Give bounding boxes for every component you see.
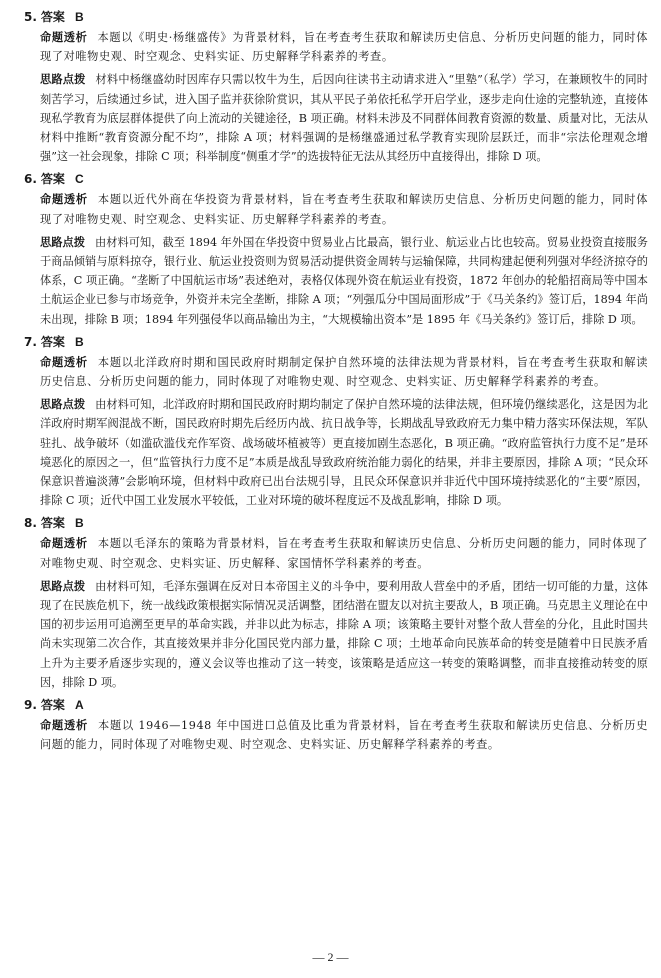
question-7 — [24, 333, 648, 511]
question-number: 7. — [24, 334, 37, 349]
answer-letter: C — [74, 172, 84, 187]
analysis-paragraph — [24, 716, 648, 754]
question-number: 5. — [24, 10, 37, 24]
hint-label: 思路点拨 — [40, 579, 86, 593]
hint-text: 由材料可知，截至 1894 年外国在华投资中贸易业占比最高，银行业、航运业占比也较高。贸易业投资直接服务于商品倾销与原料掠夺，银行业、航运业投资则为贸易活动提供资金周转与运输保障，共同构建起便利列强对华经济掠夺的体系，C 项正确。“垄断了中国航运市场”表述绝对，表格仅体现外资在航运业有投资，1872 年创办的轮船招商局等中国本土航运企业已参与市场竞争，外资并未完全垄断，排除 A 项；“列强瓜分中国局面形成”于《马关条约》签订后，1894 年尚未出现，排除 B 项；1894 年列强侵华以商品输出为主，“大规模输出资本”是 1895 年《马关条约》签订后，排除 D 项。 — [40, 235, 648, 326]
question-8 — [24, 514, 648, 692]
answer-label: 答案 — [40, 172, 65, 187]
answer-label: 答案 — [40, 10, 65, 24]
question-9 — [24, 696, 648, 754]
analysis-text: 本题以 1946—1948 年中国进口总值及比重为背景材料，旨在考查考生获取和解读历史信息、分析历史问题的能力，同时体现了对唯物史观、时空观念、史料实证、历史解释学科素养的考查。 — [40, 719, 648, 752]
hint-paragraph — [24, 233, 648, 329]
answer-letter: B — [74, 334, 84, 349]
analysis-label: 命题透析 — [40, 31, 88, 44]
question-number: 6. — [24, 172, 37, 187]
question-number: 8. — [24, 516, 37, 531]
answer-line — [24, 333, 648, 351]
answer-letter: B — [74, 516, 84, 531]
analysis-paragraph — [24, 190, 648, 228]
hint-text: 材料中杨继盛幼时因库存只需以牧牛为生，后因向往读书主动请求进入“里塾”（私学）学习，在兼顾牧牛的同时刻苦学习，后续通过乡试，进入国子监并获徐阶赏识，其从平民子弟依托私学开启学业，逐步走向仕途的完整轨迹，直接体现私学教育为底层群体提供了向上流动的关键途径，B 项正确。材料未涉及不同群体间教育资源的数量、质量对比，无法从材料中推断“教育资源分配不均”，排除 A 项；材料强调的是杨继盛通过私学教育实现阶层跃迁，而非“宗法伦理观念增强”这一社会现象，排除 C 项；科举制度“侧重才学”的选拔特征无法从其经历中直接得出，排除 D 项。 — [40, 73, 648, 164]
analysis-text: 本题以毛泽东的策略为背景材料，旨在考查考生获取和解读历史信息、分析历史问题的能力，同时体现了对唯物史观、时空观念、史料实证、历史解释、家国情怀学科素养的考查。 — [40, 537, 648, 570]
analysis-paragraph — [24, 28, 648, 66]
answer-explanations — [24, 8, 648, 759]
answer-label: 答案 — [40, 698, 65, 713]
analysis-paragraph — [24, 353, 648, 391]
analysis-label: 命题透析 — [40, 719, 88, 733]
answer-line — [24, 8, 648, 26]
analysis-text: 本题以近代外商在华投资为背景材料，旨在考查考生获取和解读历史信息、分析历史问题的能力，同时体现了对唯物史观、时空观念、史料实证、历史解释学科素养的考查。 — [40, 193, 648, 226]
hint-text: 由材料可知，毛泽东强调在反对日本帝国主义的斗争中，要利用敌人营垒中的矛盾，团结一切可能的力量，这体现了在民族危机下，统一战线政策根据实际情况灵活调整，团结潜在盟友以对抗主要敌人，B 项正确。马克思主义理论在中国的初步运用可追溯至更早的革命实践，并非以此为标志，排除 A 项；该策略主要针对整个敌人营垒的分化，且此时国共尚未实现第二次合作，其直接效果并非分化国民党内部力量，排除 C 项；土地革命向民族革命的转变是随着中日民族矛盾上升为主要矛盾逐步实现的，遵义会议等也推动了这一转变，该策略是适应这一转变的策略调整，而非直接推动转变的原因，排除 D 项。 — [40, 579, 648, 689]
hint-text: 由材料可知，北洋政府时期和国民政府时期均制定了保护自然环境的法律法规，但环境仍继续恶化，这是因为北洋政府时期军阀混战不断，国民政府时期先后经历内战、抗日战争等，长期战乱导致政府无力集中精力落实环保法规，军队驻扎、战争破坏（如滥砍滥伐充作军资、战场破坏植被等）更直接加剧生态恶化，B 项正确。“政府监管执行力度不足”是环境恶化的原因之一，但“监管执行力度不足”本质是战乱导致政府统治能力弱化的结果，并非主要原因，排除 A 项；“民众环保意识普遍淡薄”会影响环境，但材料中政府已出台法规引导，且民众环保意识并非近代中国环境持续恶化的“主要”原因，排除 C 项；近代中国工业发展水平较低，工业对环境的破坏程度远不及战乱影响，排除 D 项。 — [40, 398, 648, 508]
hint-paragraph — [24, 577, 648, 692]
question-number: 9. — [24, 698, 37, 713]
hint-label: 思路点拨 — [40, 73, 86, 87]
answer-label: 答案 — [40, 516, 65, 531]
analysis-label: 命题透析 — [40, 355, 88, 369]
answer-label: 答案 — [40, 334, 65, 349]
answer-letter: A — [74, 698, 84, 713]
analysis-label: 命题透析 — [40, 193, 88, 207]
analysis-text: 本题以北洋政府时期和国民政府时期制定保护自然环境的法律法规为背景材料，旨在考查考生获取和解读历史信息、分析历史问题的能力，同时体现了对唯物史观、时空观念、史料实证、历史解释学科素养的考查。 — [40, 355, 648, 389]
answer-line — [24, 170, 648, 188]
hint-label: 思路点拨 — [40, 235, 85, 249]
analysis-text: 本题以《明史·杨继盛传》为背景材料，旨在考查考生获取和解读历史信息、分析历史问题的能力，同时体现了对唯物史观、时空观念、史料实证、历史解释学科素养的考查。 — [40, 31, 648, 64]
question-5 — [24, 8, 648, 166]
analysis-paragraph — [24, 534, 648, 572]
analysis-label: 命题透析 — [40, 537, 88, 551]
question-6 — [24, 170, 648, 328]
hint-paragraph — [24, 70, 648, 166]
answer-line — [24, 514, 648, 532]
hint-label: 思路点拨 — [40, 398, 86, 412]
page-number: — 2 — — [312, 950, 349, 964]
hint-paragraph — [24, 395, 648, 510]
answer-letter: B — [74, 10, 84, 24]
answer-line — [24, 696, 648, 714]
